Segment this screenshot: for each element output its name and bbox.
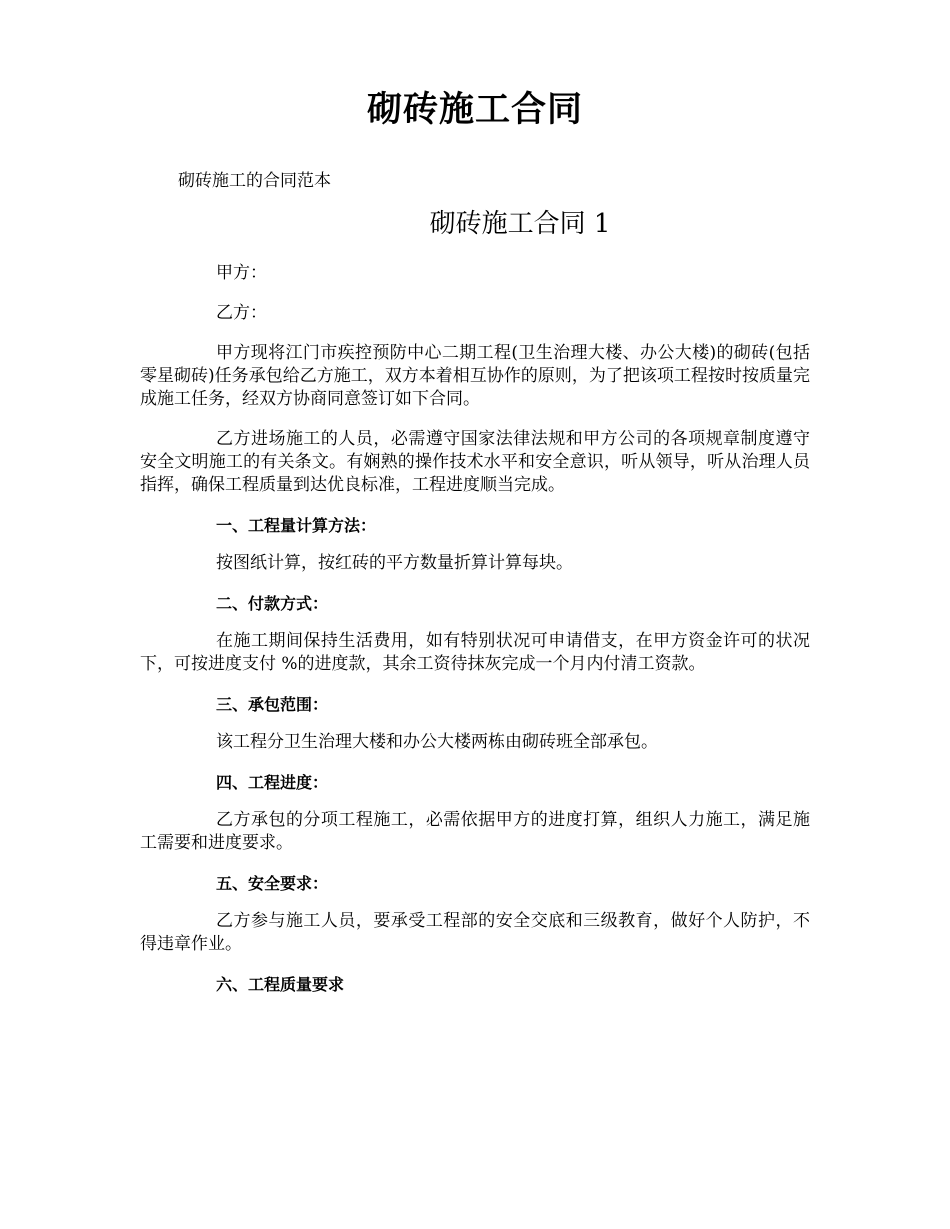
party-a-line: 甲方：: [216, 263, 267, 283]
party-b-line: 乙方：: [216, 303, 267, 323]
section-text-5: 乙方参与施工人员，要承受工程部的安全交底和三级教育，做好个人防护，不得违章作业。: [140, 911, 810, 954]
section-heading-6: 六、工程质量要求: [216, 975, 345, 994]
section-text-4: 乙方承包的分项工程施工，必需依据甲方的进度打算，组织人力施工，满足施工需要和进度要求。: [140, 810, 810, 853]
contract-section-title: 砌砖施工合同 1: [429, 209, 611, 239]
section-heading-3: 三、承包范围：: [216, 695, 329, 714]
intro-paragraph-1: 甲方现将江门市疾控预防中心二期工程(卫生治理大楼、办公大楼)的砌砖(包括零星砌砖)任务承包给乙方施工，双方本着相互协作的原则，为了把该项工程按时按质量完成施工任务，经双方协商同意签订如下合同。: [140, 343, 810, 409]
document-title: 砌砖施工合同: [366, 89, 583, 130]
section-text-1: 按图纸计算，按红砖的平方数量折算计算每块。: [216, 553, 573, 573]
contract-body: [140, 262, 810, 1011]
section-heading-5: 五、安全要求：: [216, 874, 329, 893]
section-heading-4: 四、工程进度：: [216, 773, 329, 792]
section-text-2: 在施工期间保持生活费用，如有特别状况可申请借支，在甲方资金许可的状况下，可按进度支付 %的进度款，其余工资待抹灰完成一个月内付清工资款。: [140, 631, 810, 674]
section-text-3: 该工程分卫生治理大楼和办公大楼两栋由砌砖班全部承包。: [216, 732, 658, 752]
document-subtitle: 砌砖施工的合同范本: [178, 171, 331, 191]
section-heading-1: 一、工程量计算方法：: [216, 516, 377, 535]
intro-paragraph-2: 乙方进场施工的人员，必需遵守国家法律法规和甲方公司的各项规章制度遵守安全文明施工的有关条文。有娴熟的操作技术水平和安全意识，听从领导，听从治理人员指挥，确保工程质量到达优良标准，工程进度顺当完成。: [140, 429, 810, 495]
section-heading-2: 二、付款方式：: [216, 594, 329, 613]
